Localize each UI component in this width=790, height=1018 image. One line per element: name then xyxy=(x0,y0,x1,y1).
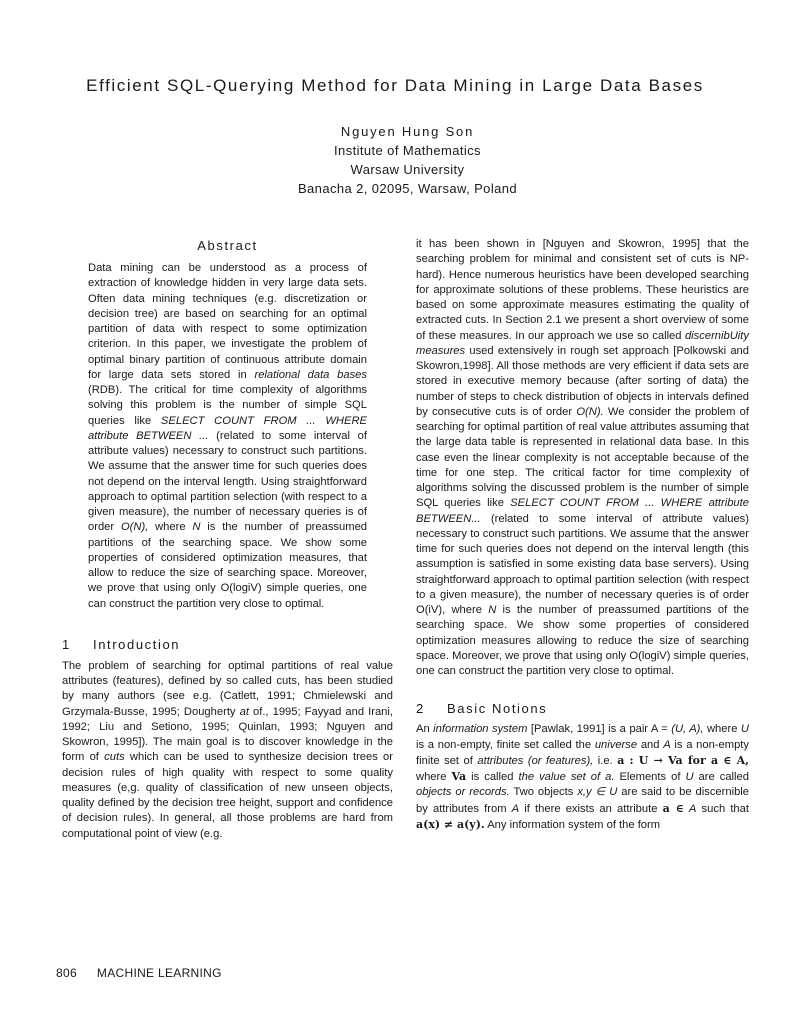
section-number: 1 xyxy=(62,636,71,652)
author-affiliation: Institute of Mathematics xyxy=(334,143,481,158)
section-heading-basic-notions xyxy=(416,700,749,718)
abstract-text: Data mining can be understood as a process of extraction of knowledge hidden in very large data sets. Often data mining techniques (e.g. discretization or decision tree) are based on searching for an optimal partition of data with respect to some optimization criterion. In this paper, we investigate the problem of optimal binary partition of continuous attribute domain for large data sets stored in relational data bases (RDB). The critical for time complexity of algorithms solving this problem is the number of simple SQL queries like SELECT COUNT FROM ... WHERE attribute BETWEEN ... (related to some interval of attribute values) necessary to construct such partitions. We assume that the answer time for such queries does not depend on the interval length. Using straightforward approach to optimal partition selection (with respect to a given measure), the number of necessary queries is of order O(N), where N is the number of preassumed partitions of the searching space. We show some properties of considered optimization measures, that allow to reduce the size of searching space. Moreover, we prove that using only O(logiV) simple queries, one can construct the partition very close to optimal. xyxy=(88,262,368,610)
paper-title: Efficient SQL-Querying Method for Data Mining in Large Data Bases xyxy=(86,76,704,95)
left-column xyxy=(62,237,393,842)
page-number: 806 xyxy=(56,966,77,980)
section-number: 2 xyxy=(416,701,425,717)
right-column xyxy=(416,237,749,833)
math-symbol: a ∈ xyxy=(662,801,684,815)
section-title: Introduction xyxy=(93,636,181,652)
author-address: Banacha 2, 02095, Warsaw, Poland xyxy=(297,181,517,196)
author-name: Nguyen Hung Son xyxy=(340,124,475,139)
basic-notions-text: An information system [Pawlak, 1991] is a pair A = (U, A), where U is a non-empty, finite set called the universe and A is a non-empty finite set of attributes (or features), i.e. a : U → Va for a ∈ A, where Va is called the value set of a. Elements of U are called objects or records. Two objects x,y ∈ U are said to be discernible by attributes from A if there exists an attribute a ∈ A such that a(x) ≠ a(y). Any information system of the form xyxy=(416,723,750,831)
author-block xyxy=(0,122,790,198)
introduction-text: The problem of searching for optimal partitions of real value attributes (features), defined by so called cuts, has been studied by many authors (see e.g. (Catlett, 1991; Chmielewski and Grzymala-Busse, 1995; Dougherty at of., 1995; Fayyad and Irani, 1992; Liu and Setiono, 1995; Quinlan, 1993; Nguyen and Skowron, 1995]). The main goal is to discover knowledge in the form of cuts which can be used to synthesize decision trees or decision rules of high quality with respect to some quality measures (e,g. quality of classification of new unseen objects, quality defined by the decision tree height, support and confidence of decision rules). In general, all those problems are hard from computational point of view (e.g. xyxy=(62,659,394,840)
abstract-heading: Abstract xyxy=(197,238,258,253)
running-title: MACHINE LEARNING xyxy=(96,966,222,980)
page-footer xyxy=(56,966,222,980)
continued-text: it has been shown in [Nguyen and Skowron, 1995] that the searching problem for minimal and consistent set of cuts is NP-hard). Hence numerous heuristics have been developed searching for approximate solutions of these problems. These heuristics are based on some approximate measures estimating the quality of extracted cuts. In Section 2.1 we present a short overview of some of these measures. In our approach we use so called discernibUity measures used extensively in rough set approach [Polkowski and Skowron,1998]. All those methods are very efficient if data sets are stored in executive memory because (after sorting of data) the number of steps to check distribution of objects in intervals defined by consecutive cuts is of order O(N). We consider the problem of searching for optimal partition of real value attributes assuming that the large data table is represented in relational data base. In this case even the linear complexity is not acceptable because of the time for one step. The critical factor for time complexity of algorithms solving the discussed problem is the number of simple SQL queries like SELECT COUNT FROM ... WHERE attribute BETWEEN... (related to some interval of attribute values) necessary to construct such partitions. We assume that the answer time for such queries does not depend on the interval length (this assumption is satisfied in some existing data base servers). Using straightforward approach to optimal partition selection (with respect to a given measure), the number of necessary queries is of order O(iV), where N is the number of preassumed partitions of the searching space. We show some properties of considered optimization measures allowing to reduce the size of searching space. Moreover, we prove that using only O(logiV) simple queries, one can construct the partition very close to optimal. xyxy=(416,238,749,677)
author-university: Warsaw University xyxy=(350,162,465,177)
section-title: Basic Notions xyxy=(447,701,548,717)
section-heading-introduction xyxy=(62,636,393,654)
math-formula: a(x) ≠ a(y). xyxy=(416,817,485,831)
math-formula: a : U → Va for a ∈ A, xyxy=(617,753,749,767)
math-symbol: Va xyxy=(451,770,467,783)
